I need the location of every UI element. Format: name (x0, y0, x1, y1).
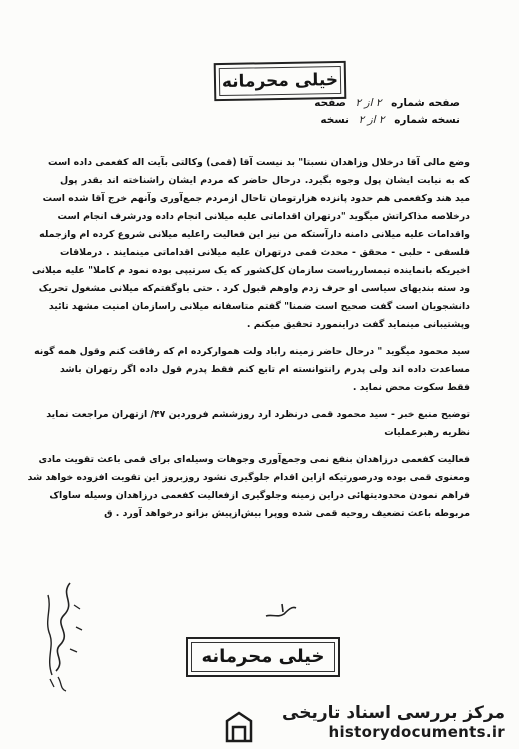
body-line: توضیح منبع خبر - سید محمود قمی درنظرد ارد روزششم فروردین ۴۷/ ازتهران مراجعت نماید (46, 409, 470, 420)
body-line: درخلاصه مذاکراتش میگوید "درتهران اقداماتی علیه میلانی انجام داده ودرشرف انجام است (57, 211, 470, 222)
watermark-persian-text: مرکز بررسی اسناد تاریخی (282, 703, 505, 723)
body-line: اخیریکه بانماینده تیمسارریاست سازمان کل‌کشور که یک سرتیپی بوده نمود م کاملا" علیه میلانی (32, 265, 470, 276)
body-line: دانشجویان است گفت صحیح است ضمنا" گفتم متاسفانه میلانی راسازمان امنیت مشهد تائید (48, 301, 470, 312)
body-line: وپشتیبانی مینماید گفت درا‌ینمورد تحقیق میکنم . (246, 319, 470, 330)
copy-number-suffix: نسخه (320, 114, 349, 126)
page-number-label: صفحه شماره (391, 97, 460, 109)
top-classification-stamp: خیلی محرمانه (214, 61, 347, 101)
body-line: فعالیت کفعمی درزاهدان بنفع نمی وجمع‌آوری وجوهات وسیله‌ای برای قمی باعث تقویت مادی (38, 454, 470, 465)
page-number-suffix: صفحه (314, 97, 346, 109)
copy-number-line (190, 114, 460, 126)
body-line: مساعدت داده اند ولی پدرم رانتوانسته ام تابع کنم فقط پدرم قول داده اگر رتهران باشد (60, 364, 470, 375)
body-line: فلسفی - حلبی - محقق - محدث قمی درتهران علیه میلانی اقداماتی مینمایند . درملاقات (60, 247, 470, 258)
body-line: مید هند وکفعمی هم حدود پانزده هزارتومان تاحال ازمردم جمع‌آوری وآنهم خرج آقا شده است (42, 193, 470, 204)
body-line: فقط سکوت محض نماید . (352, 382, 470, 393)
body-line: وضع مالی آقا درخلال وزاهدان نسبتا" بد نیست آقا (قمی) وکالتی بآیت اله کفعمی داده است (48, 157, 470, 168)
body-line: که به نیابت ایشان پول وجوه بگیرد. درحال حاضر که مردم ایشان راشناخته اند بقدر پول (60, 175, 470, 186)
body-line: واقدامات علیه میلانی دامنه دارآستکه من نیز این فعالیت راعلیه میلانی شروع کرده ام وازجمله (39, 229, 470, 240)
handwritten-signature-icon (30, 575, 90, 695)
document-body (27, 154, 470, 523)
page-number-value: ۲ از ۲ (355, 97, 382, 109)
body-line: ومعنوی قمی بوده ودرصورتیکه ازاین اقدام جلوگیری نشود روزبروز این تقویت افزوده خواهد شد (27, 472, 470, 483)
section-heading: نظریه رهبرعملیات (384, 427, 470, 438)
page-number-line (190, 97, 460, 109)
body-line: فراهم نمودن محدودیتهائی دراین زمینه وجلوگیری ازفعالیت کفعمی درزاهدان وسیله ساواک (49, 490, 470, 501)
body-line: سید محمود میگوید " درحال حاضر زمینه راباد ولت هموارکرده ام که رفاقت کنم وقول همه گونه (34, 346, 470, 357)
bottom-classification-stamp: خیلی محرمانه (186, 637, 340, 677)
copy-number-value: ۲ از ۲ (358, 114, 385, 126)
body-line: مربوطه باعث تضعیف روحیه قمی شده ووپرا بیش‌ازپیش بزانو درخواهد آورد . ق (104, 508, 470, 519)
copy-number-label: نسخه شماره (394, 114, 460, 126)
body-line: ود سته بندیهای سیاسی او حرف زدم واوهم قبول کرد . حتی باوگفتم‌که میلانی مشغول تحریک (38, 283, 470, 294)
watermark-url: historydocuments.ir (328, 723, 505, 741)
archive-watermark (205, 703, 505, 741)
handwritten-mark-icon (262, 600, 302, 622)
